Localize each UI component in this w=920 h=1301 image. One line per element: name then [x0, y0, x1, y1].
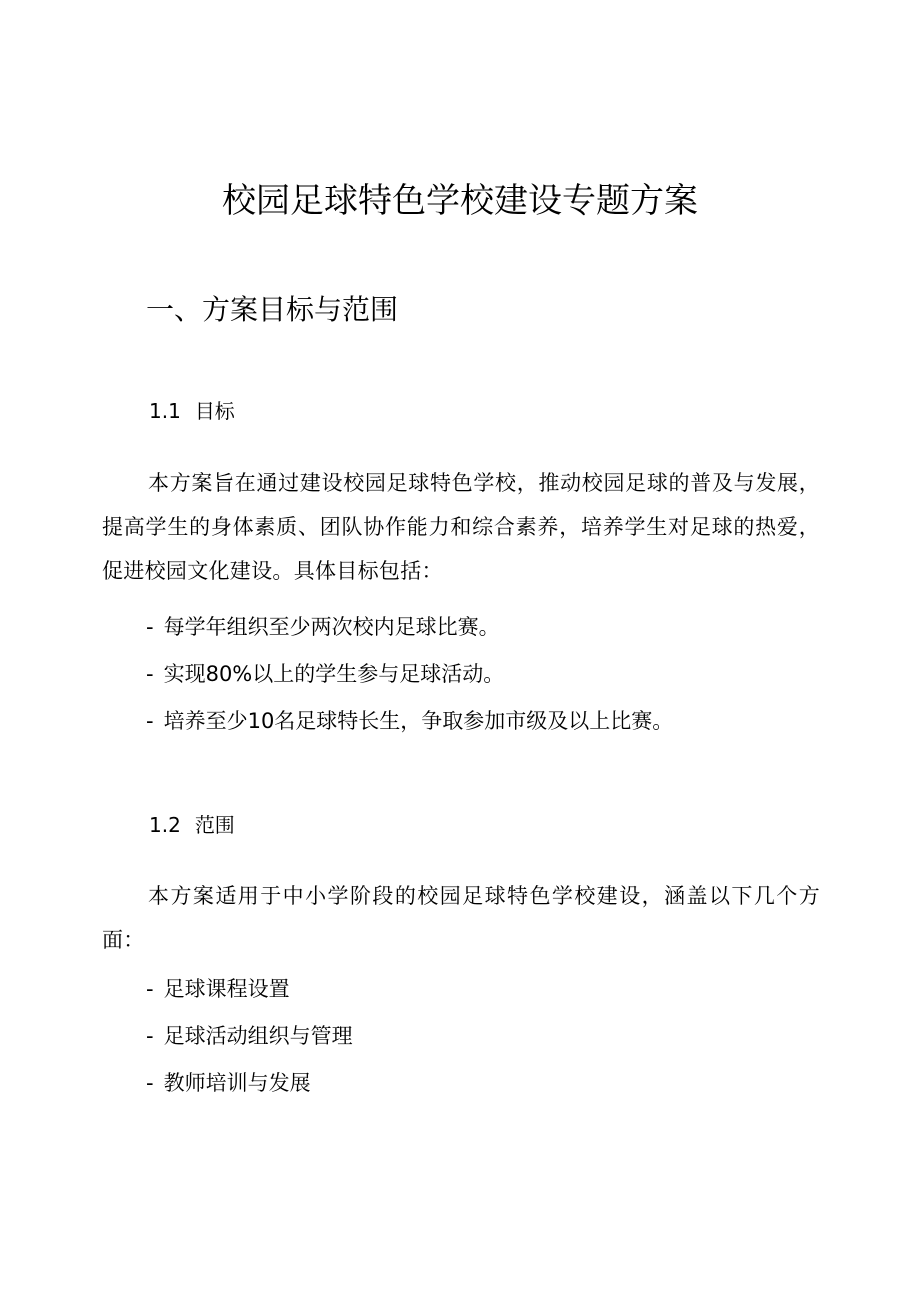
section-heading-goals-scope: 一、方案目标与范围	[146, 293, 399, 326]
list-item: - 实现80%以上的学生参与足球活动。	[146, 662, 505, 686]
list-item: - 每学年组织至少两次校内足球比赛。	[146, 615, 500, 639]
list-marker: -	[146, 709, 154, 733]
list-marker: -	[146, 615, 154, 639]
subsection-title: 目标	[194, 399, 235, 423]
list-marker: -	[146, 977, 154, 1001]
list-item: - 足球活动组织与管理	[146, 1024, 353, 1048]
subsection-heading-goals	[149, 396, 235, 426]
goals-list	[146, 612, 673, 753]
scope-paragraph: 本方案适用于中小学阶段的校园足球特色学校建设，涵盖以下几个方面：	[102, 884, 820, 952]
scope-list	[146, 974, 353, 1115]
subsection-number: 1.1	[149, 399, 181, 423]
list-marker: -	[146, 1071, 154, 1095]
subsection-title: 范围	[194, 813, 235, 837]
list-item: - 教师培训与发展	[146, 1071, 311, 1095]
list-marker: -	[146, 662, 154, 686]
subsection-number: 1.2	[149, 813, 181, 837]
list-item: - 培养至少10名足球特长生，争取参加市级及以上比赛。	[146, 709, 674, 733]
document-title: 校园足球特色学校建设专题方案	[222, 181, 698, 221]
subsection-heading-scope	[149, 810, 235, 840]
list-item: - 足球课程设置	[146, 977, 290, 1001]
goals-paragraph: 本方案旨在通过建设校园足球特色学校，推动校园足球的普及与发展，提高学生的身体素质、团队协作能力和综合素养，培养学生对足球的热爱，促进校园文化建设。具体目标包括：	[102, 471, 820, 583]
list-marker: -	[146, 1024, 154, 1048]
